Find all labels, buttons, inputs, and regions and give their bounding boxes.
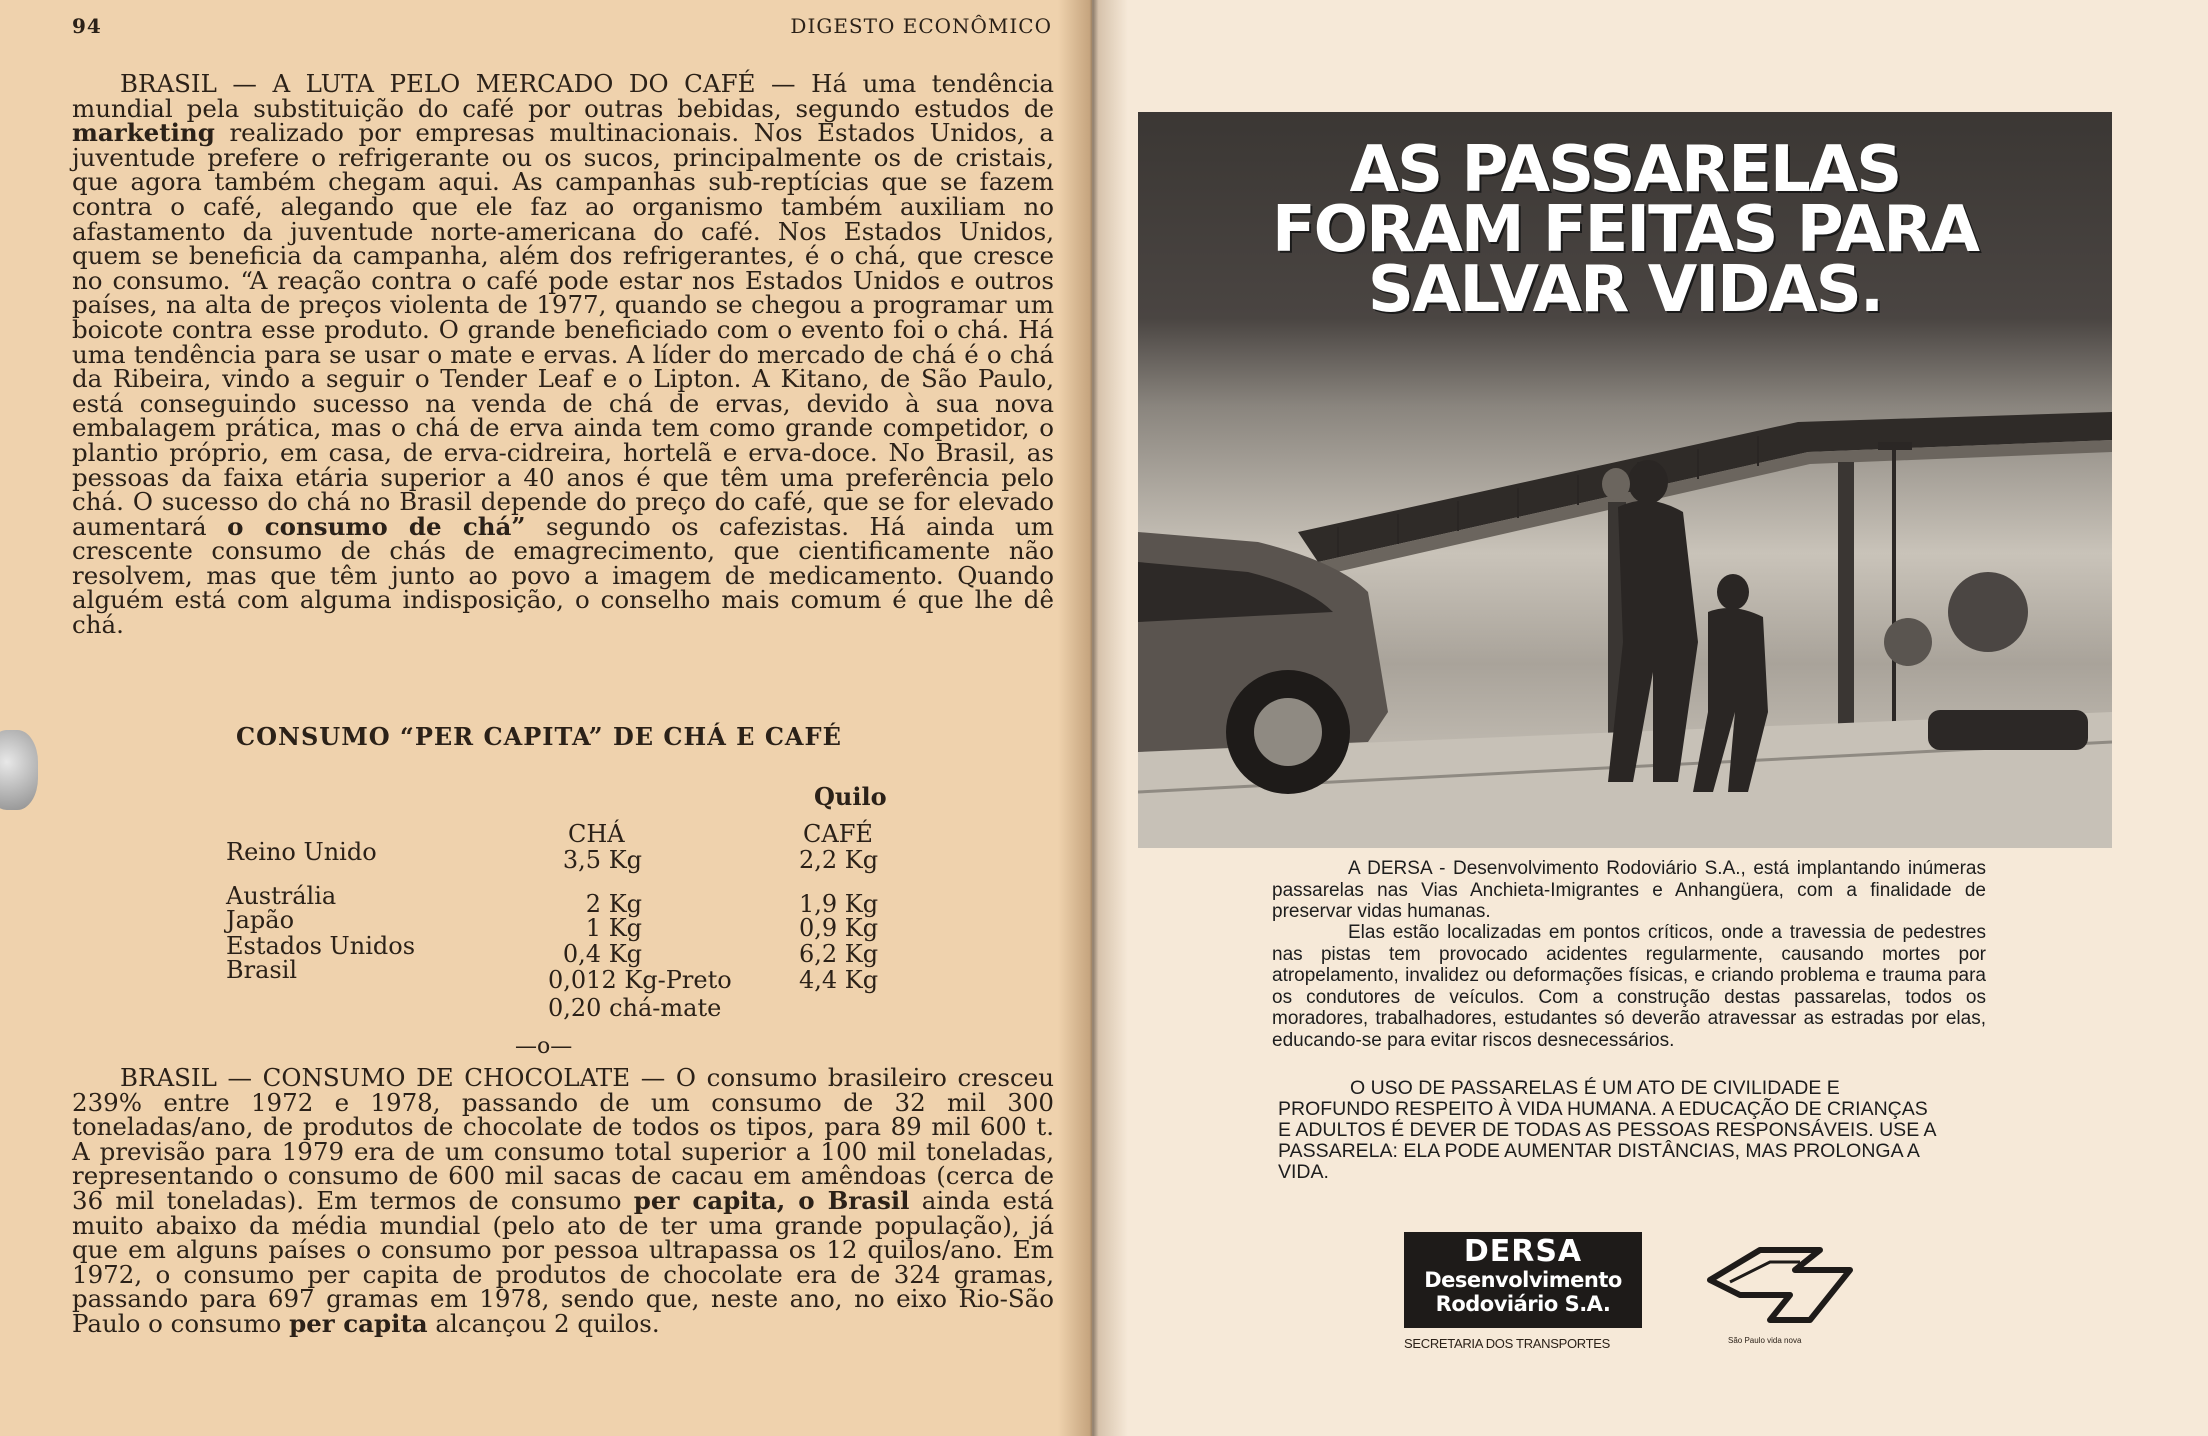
table-cell-coffee: 4,4 Kg <box>799 966 879 994</box>
secretaria-label: SECRETARIA DOS TRANSPORTES <box>1404 1336 1611 1351</box>
table-cell-tea: 0,4 Kg <box>562 940 642 968</box>
article-text: segundo os cafezistas. Há ainda um crescente consumo de chás de emagrecimento, que cientificamente não resolvem, mas que têm junto ao povo a imagem de medicamento. Quando alguém está com alguma indisposição, o conselho mais comum é que lhe dê chá. <box>72 511 1054 640</box>
table-row-country: Austrália <box>226 882 337 910</box>
table-row-country: Japão <box>226 906 295 934</box>
binder-clip <box>0 730 38 810</box>
table-cell-tea-mate: 0,20 chá-mate <box>548 994 722 1022</box>
table-cell-coffee: 6,2 Kg <box>799 940 879 968</box>
article-bold-text: per capita, o Brasil <box>633 1185 910 1215</box>
table-cell-tea: 3,5 Kg <box>562 846 642 874</box>
article-bold-text: marketing <box>72 118 215 148</box>
ad-headline <box>1138 133 2112 327</box>
running-head: DIGESTO ECONÔMICO <box>790 14 1052 38</box>
table-row-country: Brasil <box>226 956 298 984</box>
table-row-country: Reino Unido <box>226 838 377 866</box>
ad-paragraph-slogan: O USO DE PASSARELAS É UM ATO DE CIVILIDADE E PROFUNDO RESPEITO À VIDA HUMANA. A EDUCAÇÃO DE CRIANÇAS E ADULTOS É DEVER DE TODAS AS PESSOAS RESPONSÁVEIS. USE A PASSARELA: ELA PODE AUMENTAR DISTÂNCIAS, MAS PROLONGA A VIDA. <box>1278 1077 1936 1183</box>
footbridge-illustration <box>1138 412 2112 848</box>
ad-headline-line: AS PASSARELAS <box>1349 133 1901 207</box>
dersa-logo <box>1404 1232 1642 1328</box>
article-coffee-market <box>72 69 1054 640</box>
left-page <box>0 0 1092 1436</box>
article-text: realizado por empresas multinacionais. Nos Estados Unidos, a juventude prefere o refrigerante ou os sucos, principalmente os de cristais, que agora também chegam aqui. As campanhas sub-reptícias que se fazem contra o café, alegando que ele faz ao organismo também auxiliam no afastamento da juventude norte-americana do café. Nos Estados Unidos, quem se beneficia da campanha, além dos refrigerantes, é o chá, que cresce no consumo. “A reação contra o café pode estar nos Estados Unidos e outros países, na alta de preços violenta de 1977, quando se chegou a programar um boicote contra esse produto. O grande beneficiado com o evento foi o chá. Há uma tendência para se usar o mate e ervas. A líder do mercado de chá é o chá da Ribeira, vindo a seguir o Tender Leaf e o Lipton. A Kitano, de São Paulo, está conseguindo sucesso na venda de chá de ervas, devido à sua nova embalagem prática, mas o chá de erva ainda tem como grande competidor, o plantio próprio, em casa, de erva-cidreira, hortelã e erva-doce. No Brasil, as pessoas da faixa etária superior a 40 anos é que têm uma preferência pelo chá. O sucesso do chá no Brasil depende do preço do café, que se for elevado aumentará <box>72 118 1054 541</box>
table-cell-coffee: 2,2 Kg <box>799 846 879 874</box>
table-row-country: Estados Unidos <box>226 932 416 960</box>
article-text: ainda está muito abaixo da média mundial (pelo ato de ter uma grande população), já que em alguns países o consumo por pessoa ultrapassa os 12 quilos/ano. Em 1972, o consumo per capita de produtos de chocolate era de 324 gramas, passando para 697 gramas em 1978, sendo que, neste ano, no eixo Rio-São Paulo o consumo <box>72 1185 1054 1338</box>
dersa-logo-sub: Desenvolvimento <box>1424 1268 1622 1292</box>
article-heading: BRASIL — A LUTA PELO MERCADO DO CAFÉ — <box>120 69 796 98</box>
table-cell-tea: 0,012 Kg-Preto <box>548 966 732 994</box>
page-gutter <box>1058 0 1128 1436</box>
table-cell-tea: 2 Kg <box>585 890 642 918</box>
table-cell-coffee: 0,9 Kg <box>799 914 879 942</box>
page-number: 94 <box>72 14 102 38</box>
dersa-logo-name: DERSA <box>1463 1234 1583 1269</box>
article-chocolate <box>72 1063 1054 1338</box>
distant-car <box>1928 710 2088 750</box>
ad-headline-line: SALVAR VIDAS. <box>1367 253 1883 327</box>
table-unit: Quilo <box>814 782 887 811</box>
article-heading: BRASIL — CONSUMO DE CHOCOLATE — <box>120 1063 666 1092</box>
sao-paulo-logo <box>1700 1240 1870 1330</box>
article-bold-text: per capita <box>289 1308 428 1338</box>
table-title: CONSUMO “PER CAPITA” DE CHÁ E CAFÉ <box>236 722 842 751</box>
ad-paragraph-locations: Elas estão localizadas em pontos críticos, onde a travessia de pedestres nas pistas tem provocado acidentes regularmente, causando mortes por atropelamento, invalidez ou deformações físicas, e criando problema e trauma para os condutores de veículos. Com a construção destas passarelas, todos os moradores, trabalhadores, estudantes só deverão atravessar as estradas por elas, educando-se para evitar riscos desnecessários. <box>1272 922 1986 1051</box>
ad-headline-line: FORAM FEITAS PARA <box>1271 193 1979 267</box>
ad-photo <box>1138 112 2112 848</box>
article-text: alcançou 2 quilos. <box>427 1308 660 1338</box>
table-cell-coffee: 1,9 Kg <box>799 890 879 918</box>
table-cell-tea: 1 Kg <box>585 914 642 942</box>
dersa-logo-sub: Rodoviário S.A. <box>1435 1292 1611 1316</box>
footbridge-pillar <box>1838 462 1854 762</box>
ad-paragraph-intro: A DERSA - Desenvolvimento Rodoviário S.A., está implantando inúmeras passarelas nas Vias Anchieta-Imigrantes e Anhangüera, com a finalidade de preservar vidas humanas. <box>1272 858 1986 922</box>
table-col-tea: CHÁ <box>568 820 625 848</box>
sao-paulo-caption: São Paulo vida nova <box>1728 1336 1802 1345</box>
article-bold-text: o consumo de chá” <box>227 511 526 541</box>
table-col-coffee: CAFÉ <box>803 820 873 848</box>
article-text: O consumo brasileiro cresceu 239% entre 1972 e 1978, passando de um consumo de 32 mil 300 toneladas/ano, de produtos de chocolate de todos os tipos, para 89 mil 600 t. A previsão para 1979 era de um consumo total superior a 100 mil toneladas, representando o consumo de 600 mil sacas de cacau em amêndoas (cerca de 36 mil toneladas). Em termos de consumo <box>72 1063 1054 1215</box>
article-text: Há uma tendência mundial pela substituição do café por outras bebidas, segundo estudos de <box>72 69 1054 123</box>
separator: —o— <box>515 1034 573 1059</box>
